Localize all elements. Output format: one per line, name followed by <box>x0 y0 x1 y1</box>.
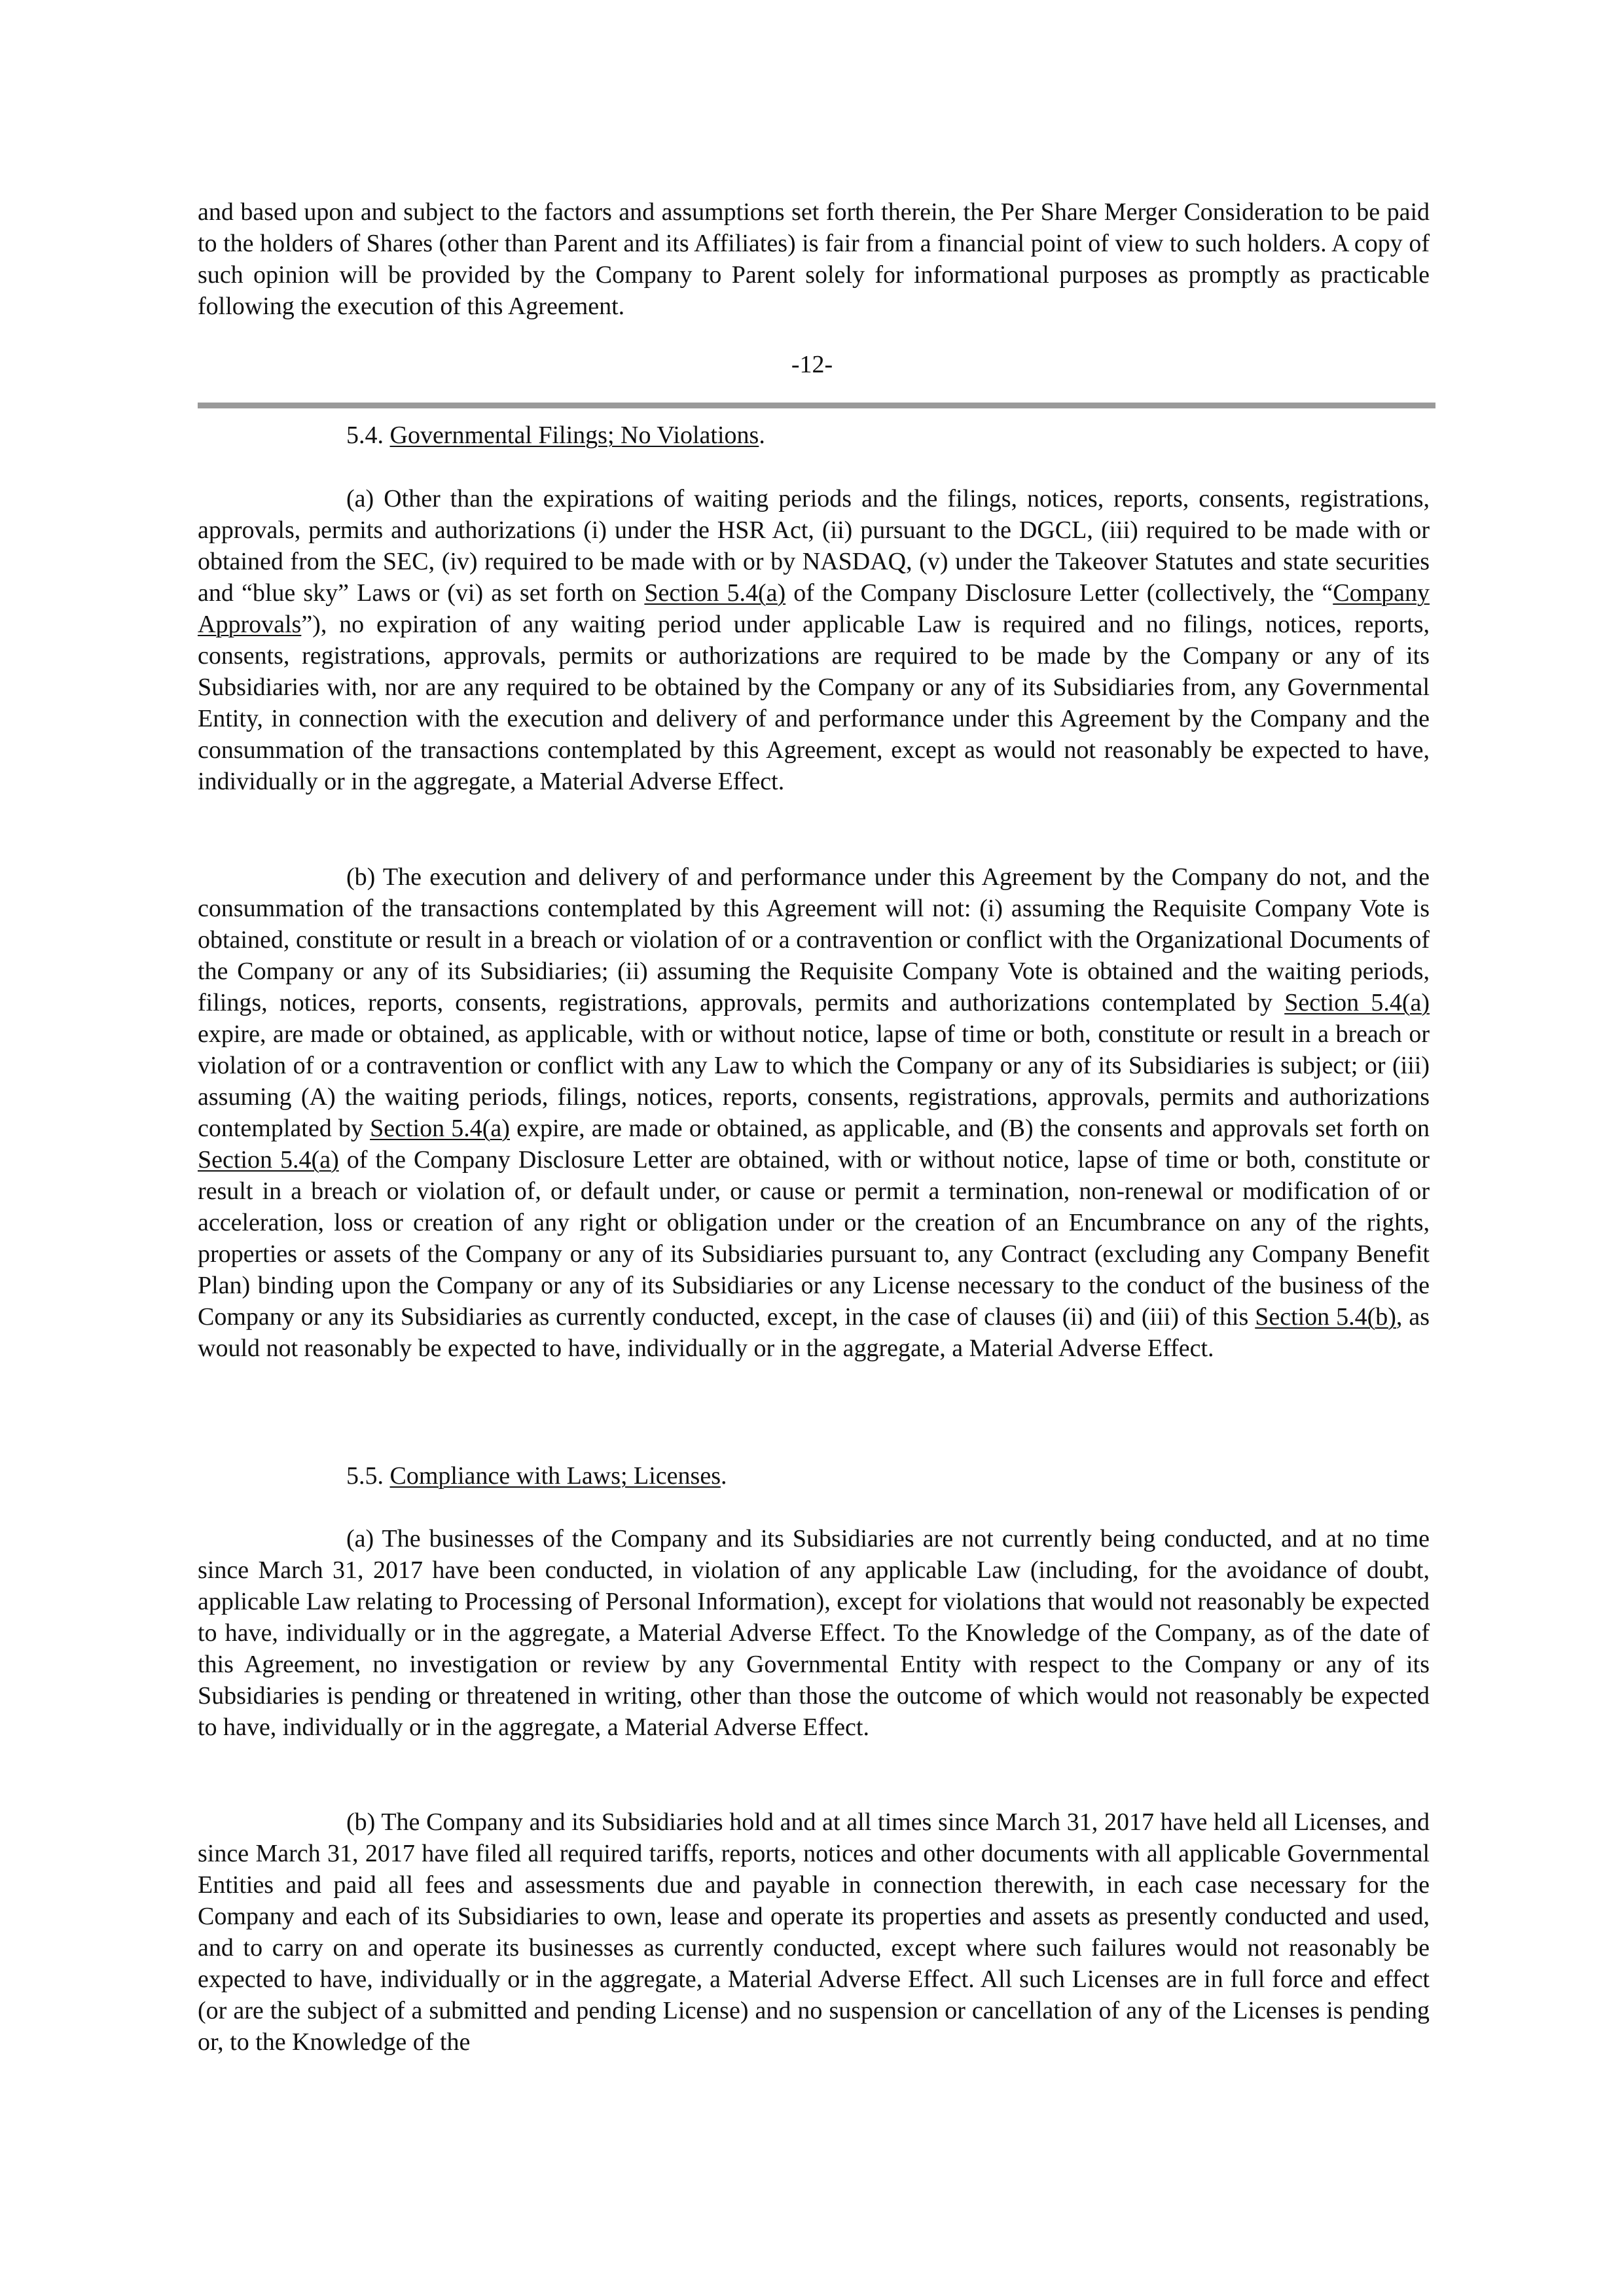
page-divider <box>198 403 1435 408</box>
section-5-5-a-paragraph: (a) The businesses of the Company and its Subsidiaries are not currently being conducted, and at no time since March 31, 2017 have been conducted, in violation of any applicable Law (including, for the avoidance of doubt, applicable Law relating to Processing of Personal Information), except for violations that would not reasonably be expected to have, individually or in the aggregate, a Material Adverse Effect. To the Knowledge of the Company, as of the date of this Agreement, no investigation or review by any Governmental Entity with respect to the Company or any of its Subsidiaries is pending or threatened in writing, other than those the outcome of which would not reasonably be expected to have, individually or in the aggregate, a Material Adverse Effect. <box>198 1525 1430 1741</box>
section-number: 5.4. <box>346 422 390 449</box>
section-5-5-b-paragraph: (b) The Company and its Subsidiaries hold and at all times since March 31, 2017 have held all Licenses, and since March 31, 2017 have filed all required tariffs, reports, notices and other documents with all applicable Governmental Entities and paid all fees and assessments due and payable in connection therewith, in each case necessary for the Company and each of its Subsidiaries to own, lease and operate its properties and assets as presently conducted and used, and to carry on and operate its businesses as currently conducted, except where such failures would not reasonably be expected to have, individually or in the aggregate, a Material Adverse Effect. All such Licenses are in full force and effect (or are the subject of a submitted and pending License) and no suspension or cancellation of any of the Licenses is pending or, to the Knowledge of the <box>198 1808 1430 2056</box>
cross-reference: Section 5.4(a) <box>198 1146 339 1174</box>
cross-reference: Section 5.4(a) <box>370 1115 510 1142</box>
cross-reference: Section 5.4(a) <box>1284 989 1430 1016</box>
section-5-4-b-paragraph: (b) The execution and delivery of and performance under this Agreement by the Company do not, and the consummation of the transactions contemplated by this Agreement will not: (i) assuming the Requisite Company Vote is obtained, constitute or result in a breach or violation of or a contravention or conflict with the Organizational Documents of the Company or any of its Subsidiaries; (ii) assuming the Requisite Company Vote is obtained and the waiting periods, filings, notices, reports, consents, registrations, approvals, permits and authorizations contemplated by Section 5.4(a) expire, are made or obtained, as applicable, with or without notice, lapse of time or both, constitute or result in a breach or violation of or a contravention or conflict with any Law to which the Company or any of its Subsidiaries is subject; or (iii) assuming (A) the waiting periods, filings, notices, reports, consents, registrations, approvals, permits and authorizations contemplated by Section 5.4(a) expire, are made or obtained, as applicable, and (B) the consents and approvals set forth on Section 5.4(a) of the Company Disclosure Letter are obtained, with or without notice, lapse of time or both, constitute or result in a breach or violation of, or default under, or cause or permit a termination, non-renewal or modification of or acceleration, loss or creation of any right or obligation under or the creation of an Encumbrance on any of the rights, properties or assets of the Company or any of its Subsidiaries pursuant to, any Contract (excluding any Company Benefit Plan) binding upon the Company or any of its Subsidiaries or any License necessary to the conduct of the business of the Company or any its Subsidiaries as currently conducted, except, in the case of clauses (ii) and (iii) of this Section 5.4(b), as would not reasonably be expected to have, individually or in the aggregate, a Material Adverse Effect. <box>198 863 1430 1362</box>
cross-reference: Section 5.4(b) <box>1255 1303 1396 1331</box>
section-5-4-a-paragraph: (a) Other than the expirations of waiting periods and the filings, notices, reports, consents, registrations, approvals, permits and authorizations (i) under the HSR Act, (ii) pursuant to the DGCL, (iii) required to be made with or obtained from the SEC, (iv) required to be made with or by NASDAQ, (v) under the Takeover Statutes and state securities and “blue sky” Laws or (vi) as set forth on Section 5.4(a) of the Company Disclosure Letter (collectively, the “Company Approvals”), no expiration of any waiting period under applicable Law is required and no filings, notices, reports, consents, registrations, approvals, permits or authorizations are required to be made by the Company or any of its Subsidiaries with, nor are any required to be obtained by the Company or any of its Subsidiaries from, any Governmental Entity, in connection with the execution and delivery of and performance under this Agreement by the Company and the consummation of the transactions contemplated by this Agreement, except as would not reasonably be expected to have, individually or in the aggregate, a Material Adverse Effect. <box>198 485 1430 795</box>
cross-reference: Section 5.4(a) <box>644 579 786 607</box>
continuation-paragraph: and based upon and subject to the factors and assumptions set forth therein, the Per Share Merger Consideration to be paid to the holders of Shares (other than Parent and its Affiliates) is fair from a financial point of view to such holders. A copy of such opinion will be provided by the Company to Parent solely for informational purposes as promptly as practicable following the execution of this Agreement. <box>198 198 1430 320</box>
section-title: Compliance with Laws; Licenses <box>389 1462 721 1490</box>
section-5-4-heading: 5.4. Governmental Filings; No Violations. <box>346 422 765 449</box>
section-5-5-heading: 5.5. Compliance with Laws; Licenses. <box>346 1462 727 1490</box>
section-number: 5.5. <box>346 1462 390 1490</box>
defined-term: Company Approvals <box>198 579 1430 638</box>
section-title: Governmental Filings; No Violations <box>389 422 759 449</box>
page-number: -12- <box>791 351 833 378</box>
